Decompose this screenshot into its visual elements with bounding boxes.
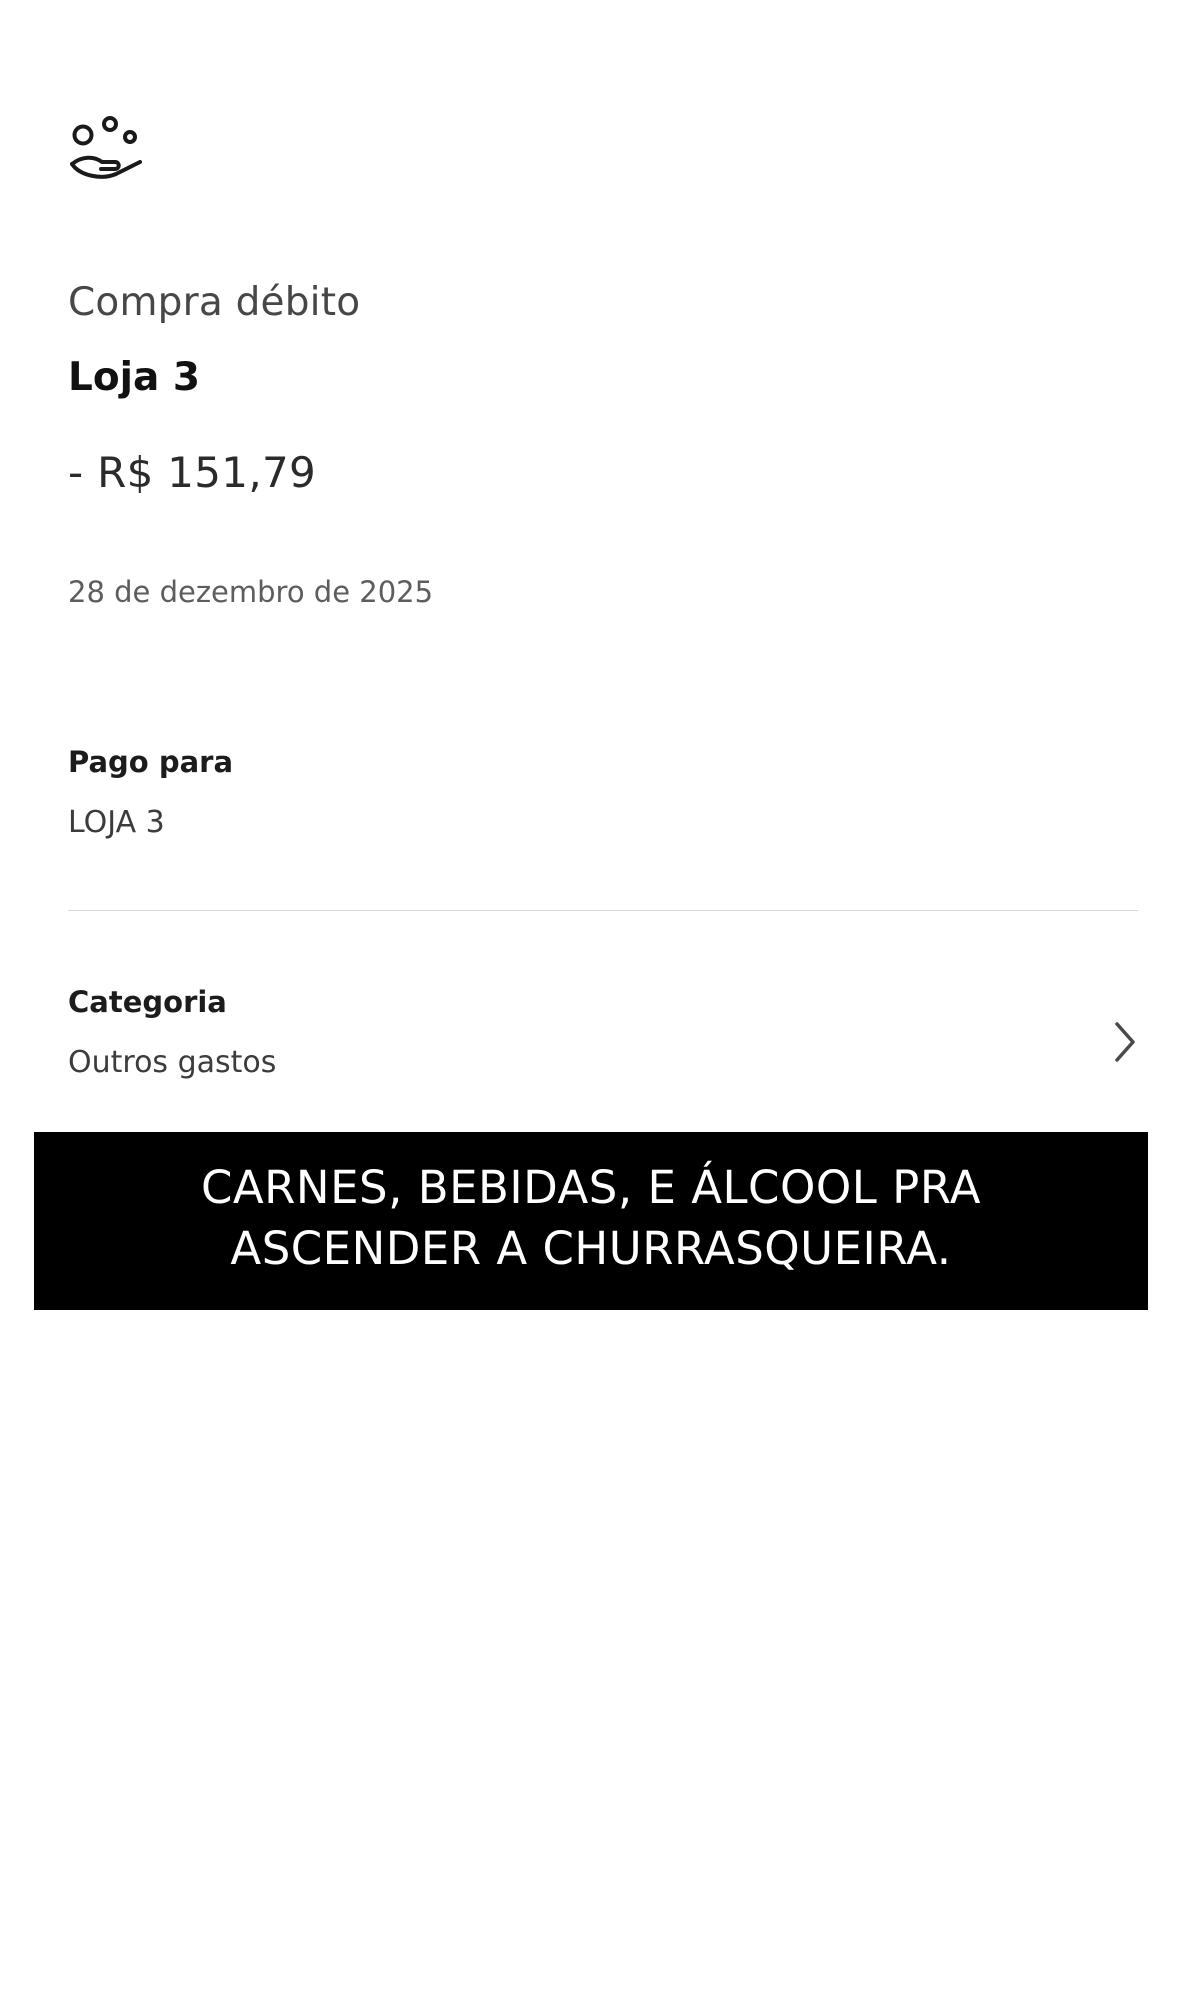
annotation-line-2: ASCENDER A CHURRASQUEIRA.: [230, 1221, 952, 1275]
transaction-date: 28 de dezembro de 2025: [68, 575, 434, 609]
transaction-merchant-title: Loja 3: [68, 355, 201, 400]
paid-to-field: [68, 745, 1138, 840]
paid-to-value: LOJA 3: [68, 805, 165, 840]
category-label: Categoria: [68, 985, 227, 1019]
category-value: Outros gastos: [68, 1045, 277, 1080]
annotation-banner: [34, 1132, 1148, 1310]
category-field[interactable]: [68, 985, 1138, 1080]
money-in-hand-icon: [68, 112, 148, 182]
chevron-right-icon[interactable]: [1112, 1020, 1138, 1064]
annotation-line-1: CARNES, BEBIDAS, E ÁLCOOL PRA: [200, 1161, 982, 1214]
section-divider: [68, 910, 1138, 911]
paid-to-label: Pago para: [68, 745, 234, 779]
transaction-type: Compra débito: [68, 280, 361, 325]
transaction-amount: - R$ 151,79: [68, 448, 317, 497]
